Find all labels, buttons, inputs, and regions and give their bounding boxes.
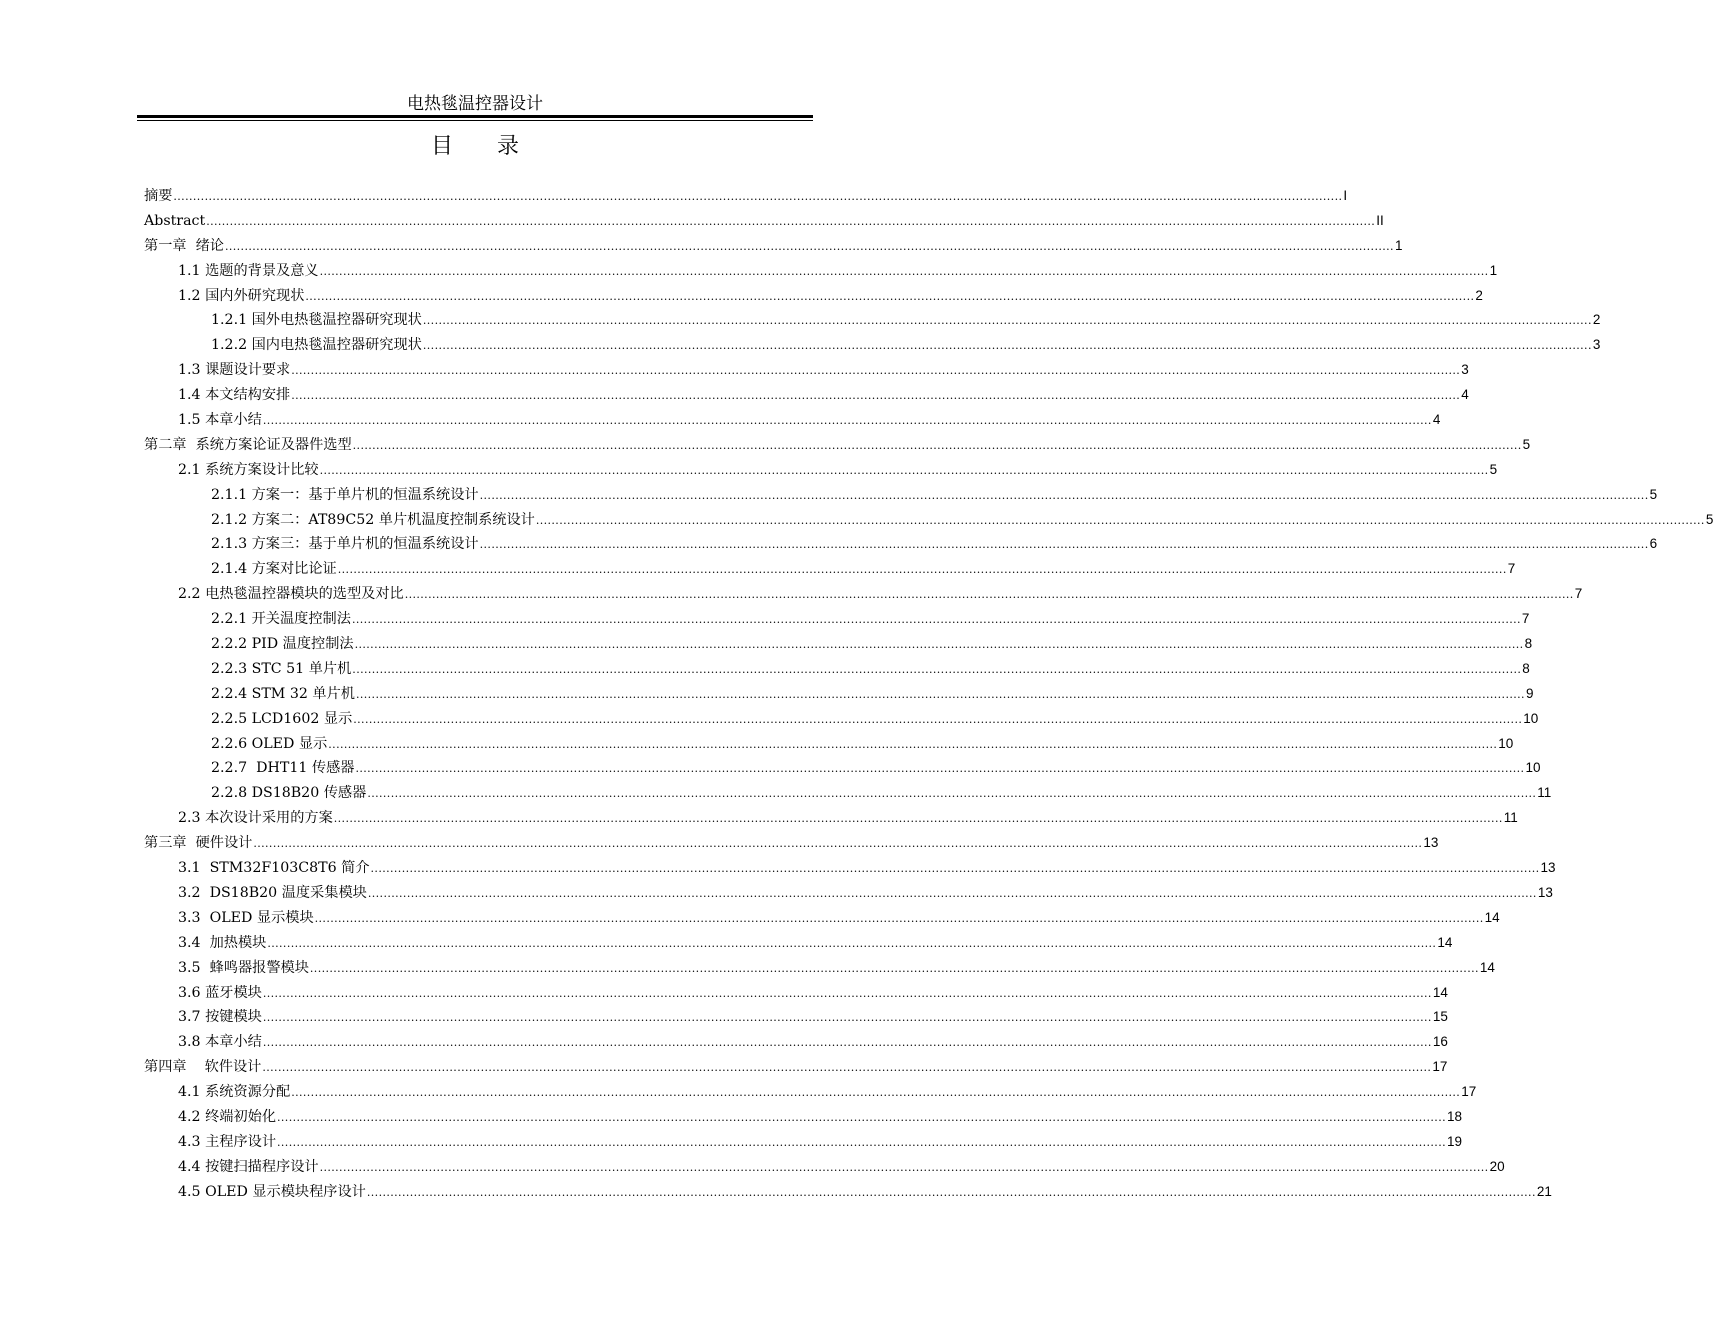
toc-entry-label: 3.5 蜂鸣器报警模块	[178, 959, 309, 976]
toc-entry[interactable]	[144, 433, 1531, 458]
toc-leader-dots: ............................................................................................................................................................................................................................................................................................................	[337, 563, 1507, 577]
toc-leader-dots: ............................................................................................................................................................................................................................................................................................................	[479, 538, 1649, 552]
toc-leader-dots: ............................................................................................................................................................................................................................................................................................................	[173, 190, 1343, 203]
toc-entry[interactable]	[144, 931, 1453, 956]
header-rule-thick	[137, 115, 813, 118]
toc-leader-dots: ............................................................................................................................................................................................................................................................................................................	[319, 463, 1489, 477]
toc-leader-dots: ............................................................................................................................................................................................................................................................................................................	[328, 737, 1498, 751]
toc-entry-page: 17	[1461, 1084, 1477, 1100]
toc-entry-page: 20	[1489, 1158, 1505, 1174]
toc-entry-page: 15	[1432, 1009, 1448, 1025]
toc-entry[interactable]	[144, 259, 1498, 284]
toc-entry[interactable]	[144, 333, 1601, 358]
toc-leader-dots: ............................................................................................................................................................................................................................................................................................................	[314, 911, 1484, 925]
toc-entry-page: 17	[1432, 1059, 1448, 1075]
toc-entry-page: 14	[1484, 909, 1500, 925]
toc-entry[interactable]	[144, 209, 1384, 234]
toc-entry-label: 2.2.3 STC 51 单片机	[211, 660, 352, 677]
toc-entry-page: 21	[1536, 1183, 1552, 1199]
toc-entry-label: 3.2 DS18B20 温度采集模块	[178, 884, 367, 901]
toc-entry-label: 2.2.1 开关温度控制法	[211, 611, 351, 628]
toc-entry-label: 第二章 系统方案论证及器件选型	[144, 436, 352, 453]
toc-entry[interactable]	[144, 1055, 1448, 1080]
toc-entry-page: 14	[1432, 984, 1448, 1000]
toc-entry-label: 4.3 主程序设计	[178, 1133, 277, 1150]
toc-entry-label: 3.6 蓝牙模块	[178, 984, 262, 1001]
toc-leader-dots: ............................................................................................................................................................................................................................................................................................................	[309, 961, 1479, 975]
toc-entry[interactable]	[144, 732, 1514, 757]
toc-entry-label: 1.2.1 国外电热毯温控器研究现状	[211, 312, 422, 329]
toc-leader-dots: ............................................................................................................................................................................................................................................................................................................	[319, 264, 1489, 278]
toc-entry-label: 2.3 本次设计采用的方案	[178, 810, 333, 827]
toc-entry-label: 第四章 软件设计	[144, 1059, 262, 1076]
toc-entry-label: 1.3 课题设计要求	[178, 362, 291, 379]
toc-entry-page: 13	[1537, 884, 1553, 900]
toc-leader-dots: ............................................................................................................................................................................................................................................................................................................	[291, 1086, 1461, 1100]
toc-leader-dots: ............................................................................................................................................................................................................................................................................................................	[535, 513, 1705, 527]
toc-entry-page: 5	[1649, 486, 1658, 502]
toc-entry[interactable]	[144, 383, 1469, 408]
toc-entry[interactable]	[144, 856, 1556, 881]
toc-entry[interactable]	[144, 532, 1658, 557]
toc-entry-page: 10	[1525, 760, 1541, 776]
toc-leader-dots: ............................................................................................................................................................................................................................................................................................................	[262, 1061, 1432, 1075]
toc-entry-label: 3.4 加热模块	[178, 934, 267, 951]
toc-entry-page: 13	[1423, 835, 1439, 851]
toc-entry-page: 1	[1394, 237, 1403, 253]
toc-entry-label: 第三章 硬件设计	[144, 835, 253, 852]
toc-entry-page: 1	[1489, 262, 1498, 278]
toc-leader-dots: ............................................................................................................................................................................................................................................................................................................	[367, 787, 1537, 801]
toc-entry[interactable]	[144, 806, 1518, 831]
toc-entry[interactable]	[144, 284, 1483, 309]
toc-entry-label: 2.1.4 方案对比论证	[211, 561, 337, 578]
toc-leader-dots: ............................................................................................................................................................................................................................................................................................................	[262, 414, 1432, 428]
toc-entry-page: 9	[1525, 685, 1534, 701]
toc-leader-dots: ............................................................................................................................................................................................................................................................................................................	[277, 1110, 1446, 1124]
toc-entry[interactable]	[144, 1105, 1463, 1130]
toc-entry[interactable]	[144, 1030, 1448, 1055]
toc-entry[interactable]	[144, 756, 1541, 781]
toc-entry[interactable]	[144, 458, 1498, 483]
toc-leader-dots: ............................................................................................................................................................................................................................................................................................................	[333, 812, 1503, 826]
toc-leader-dots: ............................................................................................................................................................................................................................................................................................................	[277, 1135, 1446, 1149]
toc-leader-dots: ............................................................................................................................................................................................................................................................................................................	[224, 239, 1394, 253]
toc-entry-page: 5	[1489, 461, 1498, 477]
toc-entry-page: 8	[1522, 660, 1530, 676]
toc-entry[interactable]	[144, 1155, 1505, 1180]
toc-entry[interactable]	[144, 508, 1713, 533]
toc-entry-page: 5	[1705, 511, 1713, 527]
toc-entry-label: 2.1.1 方案一：基于单片机的恒温系统设计	[211, 486, 479, 503]
toc-entry-page: 6	[1649, 536, 1658, 552]
toc-entry-label: 2.2.4 STM 32 单片机	[211, 685, 355, 702]
toc-leader-dots: ............................................................................................................................................................................................................................................................................................................	[262, 1011, 1432, 1025]
toc-leader-dots: ............................................................................................................................................................................................................................................................................................................	[206, 214, 1376, 228]
toc-entry-label: 3.8 本章小结	[178, 1034, 262, 1051]
toc-entry[interactable]	[144, 308, 1601, 333]
toc-entry-page: 14	[1437, 934, 1453, 950]
toc-entry[interactable]	[144, 956, 1495, 981]
toc-entry-label: 1.1 选题的背景及意义	[178, 262, 319, 279]
toc-entry-page: 14	[1479, 959, 1495, 975]
toc-entry-label: 1.5 本章小结	[178, 412, 262, 429]
toc-entry[interactable]	[144, 483, 1658, 508]
toc-entry[interactable]	[144, 358, 1469, 383]
toc-leader-dots: ............................................................................................................................................................................................................................................................................................................	[353, 712, 1523, 726]
header-rule-thin	[137, 120, 813, 121]
toc-leader-dots: ............................................................................................................................................................................................................................................................................................................	[262, 1036, 1432, 1050]
toc-entry-label: 2.2.8 DS18B20 传感器	[211, 785, 367, 802]
toc-entry[interactable]	[144, 557, 1516, 582]
toc-leader-dots: ............................................................................................................................................................................................................................................................................................................	[352, 438, 1522, 452]
toc-leader-dots: ............................................................................................................................................................................................................................................................................................................	[267, 936, 1437, 950]
toc-entry-page: 11	[1503, 810, 1518, 826]
toc-entry[interactable]	[144, 981, 1448, 1006]
toc-entry-page: 4	[1461, 387, 1469, 403]
toc-entry[interactable]	[144, 1130, 1463, 1155]
toc-entry-label: 4.5 OLED 显示模块程序设计	[178, 1183, 366, 1200]
toc-entry-page: 8	[1524, 636, 1533, 652]
toc-entry[interactable]	[144, 632, 1533, 657]
toc-leader-dots: ............................................................................................................................................................................................................................................................................................................	[370, 862, 1540, 876]
toc-entry-page: 10	[1523, 710, 1539, 726]
toc-entry-page: 3	[1461, 362, 1469, 378]
toc-leader-dots: ............................................................................................................................................................................................................................................................................................................	[354, 638, 1524, 652]
toc-entry[interactable]	[144, 1180, 1552, 1205]
toc-entry-page: 19	[1447, 1133, 1463, 1149]
toc-entry-label: 1.2 国内外研究现状	[178, 287, 305, 304]
toc-entry-label: 2.2 电热毯温控器模块的选型及对比	[178, 586, 404, 603]
toc-entry-page: 4	[1432, 412, 1441, 428]
toc-entry-page: 3	[1592, 337, 1601, 353]
toc-entry[interactable]	[144, 881, 1553, 906]
toc-entry[interactable]	[144, 408, 1441, 433]
toc-leader-dots: ............................................................................................................................................................................................................................................................................................................	[291, 389, 1461, 403]
toc-entry-label: 第一章 绪论	[144, 237, 224, 254]
toc-entry[interactable]	[144, 906, 1500, 931]
running-header-title: 电热毯温控器设计	[407, 94, 543, 114]
toc-entry-page: 5	[1522, 436, 1531, 452]
toc-entry-label: 3.7 按键模块	[178, 1009, 262, 1026]
toc-entry-page: 2	[1592, 312, 1601, 328]
toc-title: 目 录	[430, 134, 519, 159]
toc-entry-page: 7	[1507, 561, 1516, 577]
toc-entry[interactable]	[144, 707, 1539, 732]
toc-entry[interactable]	[144, 1005, 1448, 1030]
toc-entry-label: 3.1 STM32F103C8T6 简介	[178, 860, 370, 877]
toc-entry-label: 1.4 本文结构安排	[178, 387, 291, 404]
toc-entry-label: 摘要	[144, 188, 173, 204]
toc-entry-page: 10	[1498, 735, 1514, 751]
toc-leader-dots: ............................................................................................................................................................................................................................................................................................................	[479, 488, 1649, 502]
toc-entry-page: 7	[1521, 611, 1530, 627]
toc-entry-label: 2.2.5 LCD1602 显示	[211, 710, 353, 727]
toc-leader-dots: ............................................................................................................................................................................................................................................................................................................	[352, 662, 1522, 676]
toc-leader-dots: ............................................................................................................................................................................................................................................................................................................	[291, 364, 1461, 378]
toc-leader-dots: ............................................................................................................................................................................................................................................................................................................	[367, 886, 1537, 900]
toc-leader-dots: ............................................................................................................................................................................................................................................................................................................	[366, 1185, 1536, 1199]
toc-entry-label: 2.2.6 OLED 显示	[211, 735, 328, 752]
toc-entry-label: 4.4 按键扫描程序设计	[178, 1158, 319, 1175]
toc-entry-page: 13	[1540, 860, 1556, 876]
toc-entry-label: 4.2 终端初始化	[178, 1108, 277, 1125]
toc-entry[interactable]	[144, 184, 1348, 209]
toc-leader-dots: ............................................................................................................................................................................................................................................................................................................	[262, 986, 1432, 1000]
toc-leader-dots: ............................................................................................................................................................................................................................................................................................................	[422, 314, 1592, 328]
toc-entry-label: Abstract	[144, 212, 206, 229]
toc-leader-dots: ............................................................................................................................................................................................................................................................................................................	[404, 588, 1574, 602]
toc-entry[interactable]	[144, 831, 1439, 856]
toc-entry-page: 2	[1475, 287, 1483, 303]
toc-leader-dots: ............................................................................................................................................................................................................................................................................................................	[351, 613, 1521, 627]
table-of-contents	[144, 184, 1713, 1205]
toc-entry-page: 7	[1574, 586, 1583, 602]
toc-entry-label: 2.2.2 PID 温度控制法	[211, 636, 354, 653]
toc-entry[interactable]	[144, 1080, 1477, 1105]
toc-entry[interactable]	[144, 682, 1534, 707]
toc-entry-label: 2.1 系统方案设计比较	[178, 461, 319, 478]
toc-leader-dots: ............................................................................................................................................................................................................................................................................................................	[355, 762, 1525, 776]
toc-entry-page: I	[1343, 188, 1348, 203]
toc-leader-dots: ............................................................................................................................................................................................................................................................................................................	[253, 837, 1423, 851]
toc-leader-dots: ............................................................................................................................................................................................................................................................................................................	[422, 339, 1592, 353]
toc-entry-label: 2.1.3 方案三：基于单片机的恒温系统设计	[211, 536, 479, 553]
toc-entry[interactable]	[144, 781, 1552, 806]
toc-entry-page: 11	[1537, 785, 1552, 801]
toc-entry[interactable]	[144, 607, 1530, 632]
toc-entry-label: 4.1 系统资源分配	[178, 1084, 291, 1101]
toc-entry-label: 1.2.2 国内电热毯温控器研究现状	[211, 337, 422, 354]
toc-leader-dots: ............................................................................................................................................................................................................................................................................................................	[305, 289, 1475, 303]
toc-entry[interactable]	[144, 657, 1530, 682]
toc-entry-label: 3.3 OLED 显示模块	[178, 909, 314, 926]
toc-entry-label: 2.1.2 方案二：AT89C52 单片机温度控制系统设计	[211, 511, 535, 528]
toc-entry[interactable]	[144, 582, 1583, 607]
toc-leader-dots: ............................................................................................................................................................................................................................................................................................................	[355, 687, 1525, 701]
toc-entry-label: 2.2.7 DHT11 传感器	[211, 760, 355, 777]
toc-entry[interactable]	[144, 234, 1403, 259]
toc-entry-page: 18	[1447, 1108, 1463, 1124]
toc-leader-dots: ............................................................................................................................................................................................................................................................................................................	[319, 1160, 1489, 1174]
toc-entry-page: 16	[1432, 1034, 1448, 1050]
toc-entry-page: II	[1376, 212, 1384, 228]
